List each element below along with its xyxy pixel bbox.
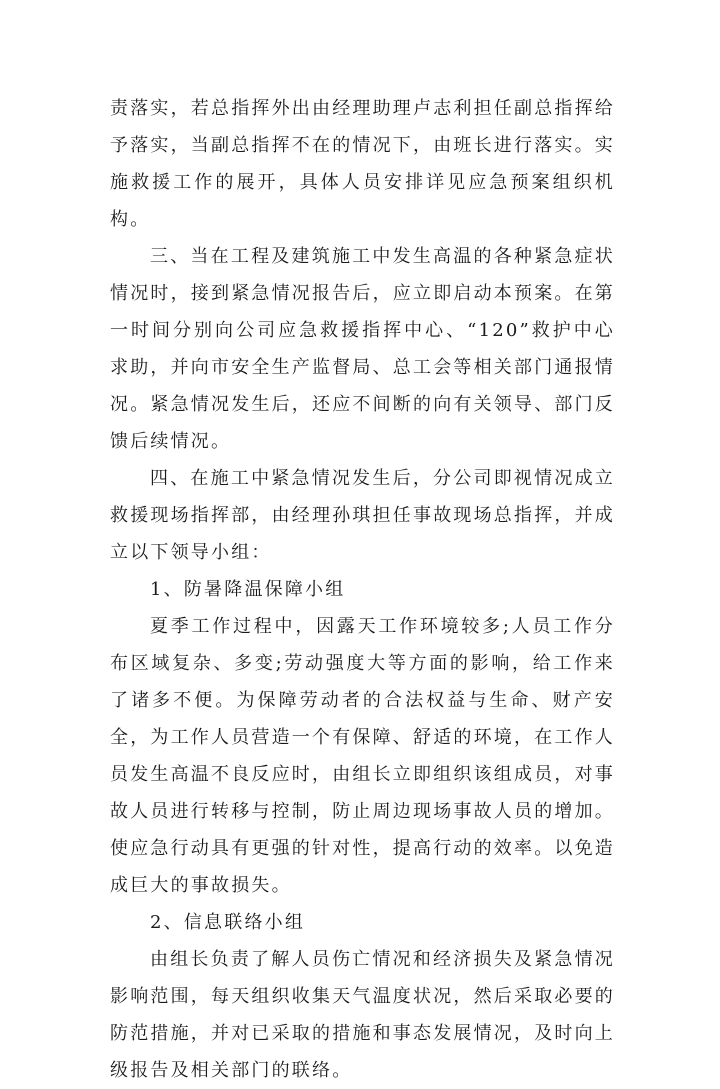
paragraph-responsibility: 责落实，若总指挥外出由经理助理卢志利担任副总指挥给予落实，当副总指挥不在的情况下，由班长进行落实。实施救援工作的展开，具体人员安排详见应急预案组织机构。 xyxy=(110,98,615,230)
paragraph-heatstroke-group: 夏季工作过程中，因露天工作环境较多;人员工作分布区域复杂、多变;劳动强度大等方面的影响，给工作来了诸多不便。为保障劳动者的合法权益与生命、财产安全，为工作人员营造一个有保障、舒适的环境，在工作人员发生高温不良反应时，由组长立即组织该组成员，对事故人员进行转移与控制，防止周边现场事故人员的增加。使应急行动具有更强的针对性，提高行动的效率。以免造成巨大的事故损失。 xyxy=(110,616,615,896)
paragraph-liaison-group: 由组长负责了解人员伤亡情况和经济损失及紧急情况影响范围，每天组织收集天气温度状况，然后采取必要的防范措施，并对已采取的措施和事态发展情况，及时向上级报告及相关部门的联络。 xyxy=(110,949,615,1081)
paragraph-section-three: 三、当在工程及建筑施工中发生高温的各种紧急症状情况时，接到紧急情况报告后，应立即启动本预案。在第一时间分别向公司应急救援指挥中心、“120”救护中心求助，并向市安全生产监督局、总工会等相关部门通报情况。紧急情况发生后，还应不间断的向有关领导、部门反馈后续情况。 xyxy=(110,246,615,452)
heading-liaison-group: 2、信息联络小组 xyxy=(150,912,306,933)
heading-heatstroke-group: 1、防暑降温保障小组 xyxy=(150,579,346,600)
document-body xyxy=(110,90,615,1089)
paragraph-section-four: 四、在施工中紧急情况发生后，分公司即视情况成立救援现场指挥部，由经理孙琪担任事故现场总指挥，并成立以下领导小组： xyxy=(110,468,615,563)
